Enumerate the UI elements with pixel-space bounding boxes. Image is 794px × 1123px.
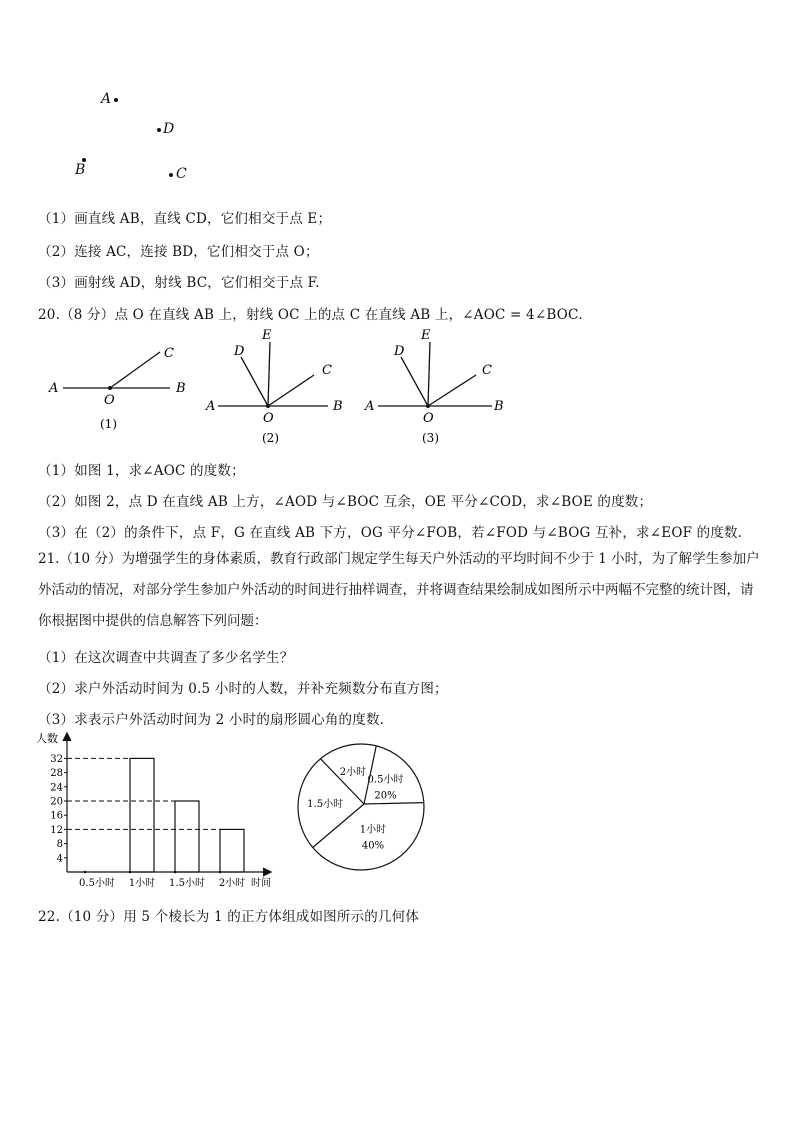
point-d-dot: [157, 128, 161, 132]
q19-item-2: （2）连接 AC，连接 BD，它们相交于点 O；: [38, 244, 319, 260]
point-a-dot: [114, 98, 118, 102]
y-axis-label: 人数: [36, 732, 58, 745]
fig2-label-b: B: [333, 399, 343, 414]
fig1-label-o: O: [104, 393, 115, 408]
fig3-label-b: B: [494, 399, 504, 414]
q21-item-3: （3）求表示户外活动时间为 2 小时的扇形圆心角的度数.: [38, 712, 385, 728]
pie-slice-label: 1.5小时: [307, 798, 344, 810]
q20-figures: [0, 320, 794, 450]
q20-item-1: （1）如图 1，求∠AOC 的度数；: [38, 463, 245, 479]
pie-chart: [290, 735, 440, 880]
pie-slice-edge: [313, 804, 364, 847]
pie-slice-percent: 40%: [361, 840, 385, 852]
pie-slice-label: 0.5小时: [367, 774, 404, 786]
y-tick-label: 4: [56, 853, 63, 865]
fig3-label-o: O: [423, 411, 434, 426]
q21-stem: 21.（10 分）为增强学生的身体素质，教育行政部门规定学生每天户外活动的平均时间不少于 1 小时，为了解学生参加户外活动的情况，对部分学生参加户外活动的时间进行抽样调查，并将调查结果绘制成如图所示中两幅不完整的统计图，请你根据图中提供的信息解答下列问题：: [38, 551, 760, 629]
histogram-bar: [175, 801, 199, 872]
fig1-label-b: B: [176, 381, 186, 396]
q19-item-3: （3）画射线 AD，射线 BC，它们相交于点 F.: [38, 275, 320, 291]
y-tick-label: 20: [50, 796, 63, 808]
pie-slice-edge: [321, 759, 367, 804]
q21-item-1: （1）在这次调查中共调查了多少名学生？: [38, 650, 294, 666]
q22-stem: 22.（10 分）用 5 个棱长为 1 的正方体组成如图所示的几何体: [38, 909, 420, 925]
histogram-bar: [130, 758, 154, 872]
x-category-label: 1小时: [128, 878, 156, 889]
x-category-label: 0.5小时: [79, 878, 115, 889]
x-category-label: 2小时: [218, 878, 246, 889]
fig3-caption: (3): [422, 431, 439, 445]
fig2-label-e: E: [262, 328, 272, 343]
q20-item-2: （2）如图 2，点 D 在直线 AB 上方，∠AOD 与∠BOC 互余，OE 平分∠COD，求∠BOE 的度数；: [38, 494, 653, 510]
pie-slice-label: 2小时: [339, 766, 367, 778]
fig3-label-c: C: [482, 363, 492, 378]
q21-item-2: （2）求户外活动时间为 0.5 小时的人数，并补充频数分布直方图；: [38, 681, 448, 697]
point-c-dot: [169, 173, 173, 177]
point-c-label: C: [176, 166, 187, 182]
figure-1: [63, 352, 170, 388]
x-tick-dot: [174, 871, 177, 874]
histogram-chart: [30, 728, 280, 893]
pie-slice-percent: 20%: [374, 790, 397, 802]
fig1-label-c: C: [164, 346, 174, 361]
fig2-label-a: A: [206, 399, 216, 414]
fig3-label-d: D: [394, 344, 405, 359]
fig2-label-c: C: [322, 363, 332, 378]
pie-slice-edge: [364, 803, 424, 804]
q20-stem: 20.（8 分）点 O 在直线 AB 上，射线 OC 上的点 C 在直线 AB 上，∠AOC = 4∠BOC．: [38, 307, 593, 323]
point-d-label: D: [163, 121, 175, 137]
y-tick-label: 24: [50, 782, 63, 794]
y-tick-label: 32: [50, 753, 63, 765]
x-tick-dot: [219, 871, 222, 874]
y-tick-label: 12: [50, 824, 63, 836]
fig3-label-a: A: [365, 399, 375, 414]
x-tick-dot: [84, 871, 87, 874]
fig2-caption: (2): [262, 431, 279, 445]
point-a-label: A: [101, 91, 112, 107]
q20-item-3: （3）在（2）的条件下，点 F，G 在直线 AB 下方，OG 平分∠FOB，若∠FOD 与∠BOG 互补，求∠EOF 的度数.: [38, 525, 743, 541]
q19-item-1: （1）画直线 AB，直线 CD，它们相交于点 E；: [38, 211, 332, 227]
y-tick-label: 28: [50, 768, 63, 780]
x-category-label: 1.5小时: [169, 878, 205, 889]
fig1-caption: (1): [100, 417, 117, 431]
histogram-bar: [220, 829, 244, 872]
fig2-label-d: D: [234, 344, 245, 359]
y-tick-label: 8: [56, 839, 63, 851]
x-axis-label: 时间: [251, 878, 271, 889]
fig2-label-o: O: [263, 411, 274, 426]
y-tick-label: 16: [50, 810, 63, 822]
pie-slice-label: 1小时: [359, 824, 387, 836]
fig3-label-e: E: [421, 328, 431, 343]
fig1-label-a: A: [49, 381, 59, 396]
point-b-label: B: [75, 162, 86, 178]
x-tick-dot: [129, 871, 132, 874]
